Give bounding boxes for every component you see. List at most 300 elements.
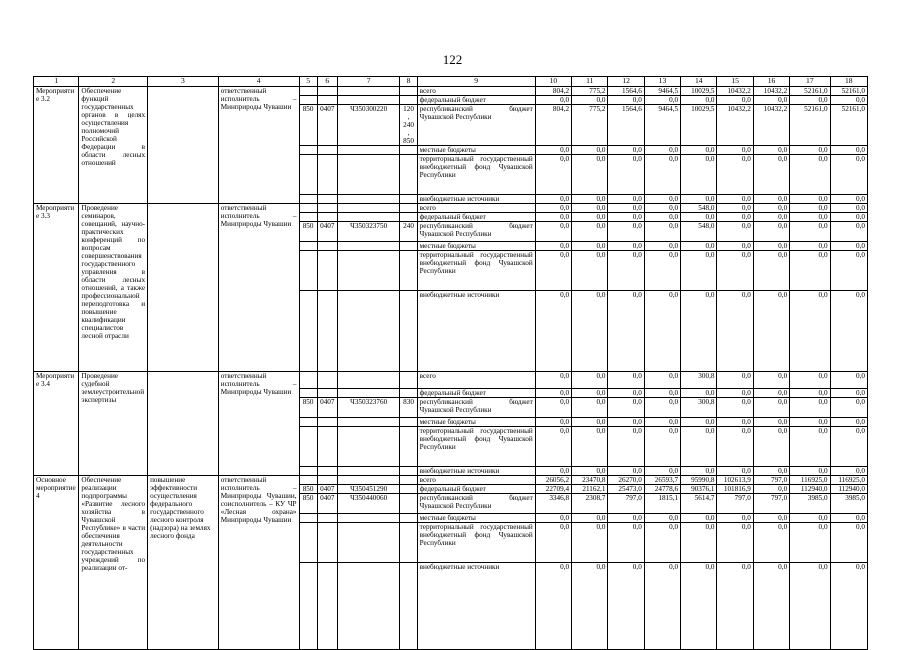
code-rzpr xyxy=(317,389,337,398)
code-vr xyxy=(400,146,417,155)
header-cell: 18 xyxy=(830,77,867,87)
amount-cell: 0,0 xyxy=(535,427,571,467)
amount-cell: 0,0 xyxy=(753,372,789,389)
code-csr xyxy=(337,146,400,155)
amount-cell: 0,0 xyxy=(717,427,753,467)
executor: ответственный исполнитель – Минприроды Чувашии, соисполнитель – КУ ЧР «Лесная охрана» Минприроды Чувашии xyxy=(218,476,299,650)
amount-cell: 0,0 xyxy=(608,146,644,155)
amount-cell: 0,0 xyxy=(681,427,717,467)
code-rzpr: 0407 xyxy=(317,222,337,242)
header-cell: 9 xyxy=(417,77,535,87)
amount-cell: 0,0 xyxy=(644,222,680,242)
code-vr xyxy=(400,251,417,291)
code-csr xyxy=(337,251,400,291)
amount-cell: 0,0 xyxy=(681,523,717,563)
code-rzpr xyxy=(317,204,337,213)
amount-cell: 0,0 xyxy=(535,155,571,195)
funding-source: всего xyxy=(417,204,535,213)
amount-cell: 0,0 xyxy=(830,389,867,398)
code-vr xyxy=(400,213,417,222)
amount-cell: 0,0 xyxy=(717,195,753,204)
amount-cell: 1564,6 xyxy=(608,87,644,96)
amount-cell: 52161,0 xyxy=(830,105,867,146)
table-row xyxy=(34,87,868,96)
amount-cell: 797,0 xyxy=(753,476,789,485)
amount-cell: 0,0 xyxy=(572,398,608,418)
code-rzpr xyxy=(317,87,337,96)
amount-cell: 0,0 xyxy=(572,372,608,389)
event-goal: повышение эффективности осуществления федерального государственного лесного контроля (надзора) на землях лесного фонда xyxy=(148,476,219,650)
amount-cell: 0,0 xyxy=(608,242,644,251)
amount-cell: 0,0 xyxy=(830,523,867,563)
amount-cell: 300,8 xyxy=(681,398,717,418)
amount-cell: 0,0 xyxy=(535,96,571,105)
amount-cell: 0,0 xyxy=(753,222,789,242)
amount-cell: 0,0 xyxy=(572,514,608,523)
amount-cell: 797,0 xyxy=(753,494,789,514)
code-vr xyxy=(400,494,417,514)
page-number: 122 xyxy=(442,52,463,67)
amount-cell: 0,0 xyxy=(790,204,830,213)
amount-cell: 0,0 xyxy=(608,251,644,291)
amount-cell: 112940,0 xyxy=(830,485,867,494)
amount-cell: 52161,0 xyxy=(790,105,830,146)
header-cell: 5 xyxy=(299,77,317,87)
amount-cell: 0,0 xyxy=(644,242,680,251)
amount-cell: 0,0 xyxy=(830,372,867,389)
amount-cell: 0,0 xyxy=(572,389,608,398)
code-rzpr: 0407 xyxy=(317,105,337,146)
code-csr xyxy=(337,96,400,105)
code-rzpr xyxy=(317,291,337,372)
amount-cell: 0,0 xyxy=(608,398,644,418)
amount-cell: 0,0 xyxy=(790,514,830,523)
code-csr xyxy=(337,467,400,476)
amount-cell: 0,0 xyxy=(572,242,608,251)
event-goal xyxy=(148,87,219,204)
amount-cell: 9464,5 xyxy=(644,87,680,96)
code-rzpr xyxy=(317,213,337,222)
amount-cell: 0,0 xyxy=(717,146,753,155)
funding-source: территориальный государственный внебюджетный фонд Чувашской Республики xyxy=(417,523,535,563)
amount-cell: 0,0 xyxy=(790,418,830,427)
amount-cell: 0,0 xyxy=(681,96,717,105)
amount-cell: 1564,6 xyxy=(608,105,644,146)
amount-cell: 0,0 xyxy=(644,96,680,105)
amount-cell: 52161,0 xyxy=(830,87,867,96)
code-grbs xyxy=(299,467,317,476)
code-vr xyxy=(400,467,417,476)
funding-source: внебюджетные источники xyxy=(417,563,535,650)
code-vr xyxy=(400,242,417,251)
amount-cell: 0,0 xyxy=(535,222,571,242)
amount-cell: 0,0 xyxy=(790,96,830,105)
code-grbs xyxy=(299,204,317,213)
amount-cell: 0,0 xyxy=(572,204,608,213)
amount-cell: 0,0 xyxy=(790,213,830,222)
table-row xyxy=(34,476,868,485)
financing-table xyxy=(33,76,868,650)
funding-source: федеральный бюджет xyxy=(417,96,535,105)
code-grbs: 850 xyxy=(299,494,317,514)
amount-cell: 52161,0 xyxy=(790,87,830,96)
code-csr xyxy=(337,389,400,398)
code-rzpr xyxy=(317,523,337,563)
amount-cell: 548,0 xyxy=(681,204,717,213)
code-grbs xyxy=(299,372,317,389)
executor: ответственный исполнитель – Минприроды Чувашии xyxy=(218,372,299,476)
amount-cell: 0,0 xyxy=(830,251,867,291)
amount-cell: 101816,9 xyxy=(717,485,753,494)
amount-cell: 0,0 xyxy=(717,389,753,398)
amount-cell: 0,0 xyxy=(753,514,789,523)
amount-cell: 26593,7 xyxy=(644,476,680,485)
amount-cell: 0,0 xyxy=(753,485,789,494)
amount-cell: 0,0 xyxy=(681,155,717,195)
amount-cell: 0,0 xyxy=(535,523,571,563)
amount-cell: 0,0 xyxy=(644,514,680,523)
amount-cell: 90376,1 xyxy=(681,485,717,494)
code-vr xyxy=(400,155,417,195)
amount-cell: 9464,5 xyxy=(644,105,680,146)
amount-cell: 0,0 xyxy=(644,204,680,213)
amount-cell: 0,0 xyxy=(717,204,753,213)
code-csr xyxy=(337,204,400,213)
code-rzpr xyxy=(317,476,337,485)
code-grbs xyxy=(299,146,317,155)
amount-cell: 0,0 xyxy=(717,242,753,251)
amount-cell: 3985,0 xyxy=(790,494,830,514)
amount-cell: 0,0 xyxy=(608,213,644,222)
amount-cell: 0,0 xyxy=(681,213,717,222)
funding-source: внебюджетные источники xyxy=(417,195,535,204)
amount-cell: 0,0 xyxy=(572,291,608,372)
amount-cell: 0,0 xyxy=(717,372,753,389)
code-csr: Ч350323750 xyxy=(337,222,400,242)
amount-cell: 0,0 xyxy=(830,398,867,418)
amount-cell: 0,0 xyxy=(572,155,608,195)
event-name: Обеспечение функций государственных органов в целях осуществления полномочий Российской Федерации в области лесных отношений xyxy=(79,87,148,204)
amount-cell: 0,0 xyxy=(830,96,867,105)
amount-cell: 0,0 xyxy=(572,523,608,563)
amount-cell: 0,0 xyxy=(608,291,644,372)
header-row xyxy=(34,77,868,87)
amount-cell: 0,0 xyxy=(608,514,644,523)
amount-cell: 0,0 xyxy=(830,514,867,523)
amount-cell: 0,0 xyxy=(535,251,571,291)
code-vr xyxy=(400,514,417,523)
code-grbs: 850 xyxy=(299,222,317,242)
code-csr xyxy=(337,418,400,427)
amount-cell: 0,0 xyxy=(644,146,680,155)
amount-cell: 0,0 xyxy=(717,213,753,222)
amount-cell: 0,0 xyxy=(717,467,753,476)
amount-cell: 0,0 xyxy=(572,222,608,242)
amount-cell: 0,0 xyxy=(644,398,680,418)
amount-cell: 0,0 xyxy=(830,204,867,213)
funding-source: местные бюджеты xyxy=(417,242,535,251)
amount-cell: 775,2 xyxy=(572,87,608,96)
code-csr xyxy=(337,563,400,650)
header-cell: 4 xyxy=(218,77,299,87)
funding-source: местные бюджеты xyxy=(417,146,535,155)
amount-cell: 0,0 xyxy=(753,204,789,213)
amount-cell: 0,0 xyxy=(717,251,753,291)
code-grbs xyxy=(299,563,317,650)
amount-cell: 0,0 xyxy=(608,155,644,195)
amount-cell: 0,0 xyxy=(535,213,571,222)
amount-cell: 0,0 xyxy=(753,96,789,105)
amount-cell: 0,0 xyxy=(644,251,680,291)
code-rzpr: 0407 xyxy=(317,485,337,494)
code-rzpr xyxy=(317,467,337,476)
amount-cell: 0,0 xyxy=(717,523,753,563)
amount-cell: 797,0 xyxy=(608,494,644,514)
amount-cell: 0,0 xyxy=(644,155,680,195)
amount-cell: 23470,8 xyxy=(572,476,608,485)
code-vr: 830 xyxy=(400,398,417,418)
amount-cell: 548,0 xyxy=(681,222,717,242)
amount-cell: 0,0 xyxy=(753,242,789,251)
funding-source: республиканский бюджет Чувашской Республики xyxy=(417,398,535,418)
code-grbs xyxy=(299,523,317,563)
code-grbs xyxy=(299,195,317,204)
amount-cell: 0,0 xyxy=(830,195,867,204)
event-name: Проведение семинаров, совещаний, научно-практических конференций по вопросам совершенствования государственного управления в области лесных отношений, а также профессиональной переподготовка и повышение квалификации специалистов лесной отрасли xyxy=(79,204,148,372)
code-rzpr xyxy=(317,155,337,195)
amount-cell: 0,0 xyxy=(753,418,789,427)
code-rzpr xyxy=(317,427,337,467)
code-rzpr xyxy=(317,372,337,389)
header-cell: 10 xyxy=(535,77,571,87)
funding-source: всего xyxy=(417,476,535,485)
code-grbs: 850 xyxy=(299,105,317,146)
code-grbs xyxy=(299,514,317,523)
amount-cell: 0,0 xyxy=(535,291,571,372)
funding-source: внебюджетные источники xyxy=(417,467,535,476)
amount-cell: 0,0 xyxy=(753,155,789,195)
amount-cell: 0,0 xyxy=(681,146,717,155)
amount-cell: 0,0 xyxy=(790,372,830,389)
amount-cell: 0,0 xyxy=(830,222,867,242)
amount-cell: 0,0 xyxy=(572,146,608,155)
code-vr xyxy=(400,372,417,389)
code-vr xyxy=(400,389,417,398)
code-rzpr xyxy=(317,251,337,291)
code-vr xyxy=(400,195,417,204)
header-cell: 7 xyxy=(337,77,400,87)
amount-cell: 0,0 xyxy=(644,427,680,467)
amount-cell: 2308,7 xyxy=(572,494,608,514)
amount-cell: 116925,0 xyxy=(830,476,867,485)
amount-cell: 0,0 xyxy=(681,514,717,523)
amount-cell: 0,0 xyxy=(535,418,571,427)
funding-source: республиканский бюджет Чувашской Республики xyxy=(417,105,535,146)
code-csr: Ч350440060 xyxy=(337,494,400,514)
code-grbs xyxy=(299,96,317,105)
amount-cell: 0,0 xyxy=(790,251,830,291)
code-csr xyxy=(337,372,400,389)
amount-cell: 0,0 xyxy=(790,389,830,398)
amount-cell: 0,0 xyxy=(535,146,571,155)
amount-cell: 0,0 xyxy=(644,291,680,372)
code-csr xyxy=(337,523,400,563)
code-vr: 120, 240, 850 xyxy=(400,105,417,146)
code-csr: Ч350451290 xyxy=(337,485,400,494)
code-grbs xyxy=(299,427,317,467)
amount-cell: 102613,9 xyxy=(717,476,753,485)
amount-cell: 3985,0 xyxy=(830,494,867,514)
amount-cell: 0,0 xyxy=(572,251,608,291)
amount-cell: 0,0 xyxy=(535,398,571,418)
amount-cell: 300,8 xyxy=(681,372,717,389)
code-csr xyxy=(337,476,400,485)
amount-cell: 0,0 xyxy=(608,523,644,563)
funding-source: территориальный государственный внебюджетный фонд Чувашской Республики xyxy=(417,427,535,467)
code-grbs xyxy=(299,242,317,251)
amount-cell: 0,0 xyxy=(681,418,717,427)
event-number: Мероприятие 3.2 xyxy=(34,87,79,204)
amount-cell: 0,0 xyxy=(644,523,680,563)
funding-source: местные бюджеты xyxy=(417,418,535,427)
table-row xyxy=(34,372,868,389)
header-cell: 8 xyxy=(400,77,417,87)
amount-cell: 0,0 xyxy=(830,467,867,476)
amount-cell: 0,0 xyxy=(681,291,717,372)
code-vr xyxy=(400,523,417,563)
amount-cell: 0,0 xyxy=(830,563,867,650)
amount-cell: 0,0 xyxy=(535,563,571,650)
amount-cell: 0,0 xyxy=(681,563,717,650)
funding-source: всего xyxy=(417,372,535,389)
code-rzpr xyxy=(317,96,337,105)
amount-cell: 0,0 xyxy=(572,96,608,105)
code-csr xyxy=(337,195,400,204)
amount-cell: 0,0 xyxy=(535,514,571,523)
code-vr xyxy=(400,204,417,213)
code-vr: 240 xyxy=(400,222,417,242)
code-csr: Ч350323760 xyxy=(337,398,400,418)
code-grbs xyxy=(299,476,317,485)
amount-cell: 797,0 xyxy=(717,494,753,514)
amount-cell: 26056,2 xyxy=(535,476,571,485)
amount-cell: 0,0 xyxy=(753,195,789,204)
amount-cell: 0,0 xyxy=(753,251,789,291)
code-rzpr: 0407 xyxy=(317,494,337,514)
header-cell: 1 xyxy=(34,77,79,87)
amount-cell: 0,0 xyxy=(681,467,717,476)
amount-cell: 0,0 xyxy=(681,195,717,204)
amount-cell: 0,0 xyxy=(790,523,830,563)
code-rzpr xyxy=(317,418,337,427)
amount-cell: 0,0 xyxy=(790,563,830,650)
amount-cell: 0,0 xyxy=(717,514,753,523)
code-vr xyxy=(400,485,417,494)
amount-cell: 804,2 xyxy=(535,87,571,96)
amount-cell: 0,0 xyxy=(608,96,644,105)
amount-cell: 24778,6 xyxy=(644,485,680,494)
amount-cell: 0,0 xyxy=(753,146,789,155)
table-row xyxy=(34,204,868,213)
amount-cell: 0,0 xyxy=(572,418,608,427)
amount-cell: 0,0 xyxy=(830,291,867,372)
amount-cell: 0,0 xyxy=(717,291,753,372)
funding-source: федеральный бюджет xyxy=(417,389,535,398)
amount-cell: 0,0 xyxy=(644,418,680,427)
amount-cell: 0,0 xyxy=(644,195,680,204)
amount-cell: 10029,5 xyxy=(681,105,717,146)
event-number: Мероприятие 3.3 xyxy=(34,204,79,372)
event-goal xyxy=(148,204,219,372)
amount-cell: 10029,5 xyxy=(681,87,717,96)
amount-cell: 0,0 xyxy=(608,418,644,427)
amount-cell: 112940,0 xyxy=(790,485,830,494)
code-grbs: 850 xyxy=(299,485,317,494)
header-cell: 15 xyxy=(717,77,753,87)
amount-cell: 0,0 xyxy=(535,389,571,398)
amount-cell: 10432,2 xyxy=(717,87,753,96)
amount-cell: 0,0 xyxy=(681,251,717,291)
amount-cell: 0,0 xyxy=(717,398,753,418)
funding-source: федеральный бюджет xyxy=(417,213,535,222)
code-grbs xyxy=(299,87,317,96)
header-cell: 2 xyxy=(79,77,148,87)
amount-cell: 0,0 xyxy=(717,418,753,427)
amount-cell: 116925,0 xyxy=(790,476,830,485)
amount-cell: 0,0 xyxy=(608,563,644,650)
amount-cell: 0,0 xyxy=(535,204,571,213)
amount-cell: 26270,0 xyxy=(608,476,644,485)
code-vr xyxy=(400,476,417,485)
amount-cell: 25473,0 xyxy=(608,485,644,494)
amount-cell: 0,0 xyxy=(608,389,644,398)
amount-cell: 0,0 xyxy=(830,146,867,155)
event-name: Обеспечение реализации подпрограммы «Развитие лесного хозяйства в Чувашской Республике» в части обеспечения деятельности государственных учреждений по реализации от- xyxy=(79,476,148,650)
amount-cell: 0,0 xyxy=(608,467,644,476)
amount-cell: 3346,8 xyxy=(535,494,571,514)
amount-cell: 0,0 xyxy=(830,427,867,467)
amount-cell: 0,0 xyxy=(717,96,753,105)
code-vr xyxy=(400,418,417,427)
funding-source: республиканский бюджет Чувашской Республики xyxy=(417,494,535,514)
code-csr xyxy=(337,155,400,195)
amount-cell: 0,0 xyxy=(608,222,644,242)
code-grbs: 850 xyxy=(299,398,317,418)
funding-source: всего xyxy=(417,87,535,96)
executor: ответственный исполнитель – Минприроды Чувашии xyxy=(218,87,299,204)
amount-cell: 0,0 xyxy=(753,467,789,476)
amount-cell: 0,0 xyxy=(753,563,789,650)
amount-cell: 0,0 xyxy=(717,222,753,242)
amount-cell: 1815,1 xyxy=(644,494,680,514)
code-csr xyxy=(337,427,400,467)
code-grbs xyxy=(299,389,317,398)
amount-cell: 21162,1 xyxy=(572,485,608,494)
amount-cell: 0,0 xyxy=(753,213,789,222)
amount-cell: 0,0 xyxy=(572,213,608,222)
amount-cell: 0,0 xyxy=(572,563,608,650)
code-csr xyxy=(337,514,400,523)
amount-cell: 0,0 xyxy=(681,242,717,251)
amount-cell: 0,0 xyxy=(644,563,680,650)
amount-cell: 0,0 xyxy=(790,291,830,372)
amount-cell: 0,0 xyxy=(644,389,680,398)
event-name: Проведение судебной землеустроительной экспертизы xyxy=(79,372,148,476)
header-cell: 12 xyxy=(608,77,644,87)
funding-source: внебюджетные источники xyxy=(417,291,535,372)
code-rzpr xyxy=(317,563,337,650)
code-csr xyxy=(337,291,400,372)
